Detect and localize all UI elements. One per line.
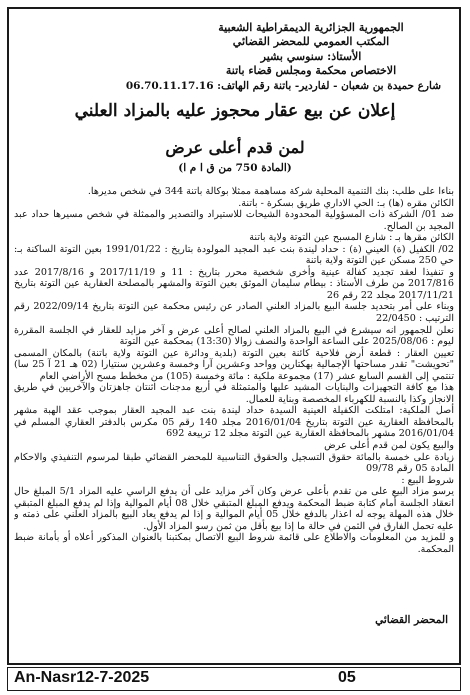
page-number: 05 bbox=[338, 669, 356, 686]
paragraph-debtor: ضد 01/ الشركة ذات المسؤولية المحدودة الشيحات للاستيراد والتصدير والممثلة في شخص مسيرها حداد عبد المجيد بن الصالح. bbox=[14, 209, 454, 232]
paragraph-property: تعيين العقار : قطعة أرض فلاحية كائنة بعين التوتة (بلدية ودائرة عين التوتة ولاية باتنة) بالمكان المسمى "تحويشت" تقدر مساحتها الإجمالية بهكتارين وواحد وعشرين آرا وخمسة وعشرين سنتيارا (02 هـ 21 آ 25 سا) تنتمي إلى القسم السابع عشر (17) مجموعة ملكية : مائة وخمسة (105) من مخطط مسح الأراضي العام bbox=[14, 347, 454, 382]
paragraph-conditions-heading: شروط البيع : bbox=[401, 474, 454, 486]
notice-body bbox=[14, 186, 454, 586]
paragraph-announcement: نعلن للجمهور انه سيشرع في البيع بالمزاد العلني لصالح أعلى عرض و آخر مزايد للعقار في الجلسة المقررة ليوم : 2025/08/06 على الساعة الواحدة والنصف زوالا (13:30) بمحكمة عين التوتة bbox=[14, 324, 454, 348]
paragraph-equipment: هذا مع كافة التجهيزات والبنايات المشيد عليها والمتمثلة في أربع مدجنات اثنتان جاهزتان والآخريين في طريق الانجاز وكذا بالنسبة للكهرباء المخصصة وبناية للعمال. bbox=[14, 382, 454, 405]
header-line-office: المكتب العمومي للمحضر القضائي bbox=[232, 35, 390, 49]
header-line-address: شارع حميدة بن شعبان - لفاردير- باتنة رقم الهاتف: 06.70.11.17.16 bbox=[125, 79, 441, 92]
paragraph-ownership: أصل الملكية: امتلكت الكفيلة العينية السيدة حداد ليندة بنت عبد المجيد العقار بموجب عقد الهبة مشهر بالمحافظة العقارية عين التوتة بتاريخ 2016/01/04 مجلد 140 رقم 05 مكرس بالدفتر العقاري المسلم في 2016/01/04 مشهر بالمحافظة العقارية عين التوتة مجلد 12 تربيعة 692 bbox=[14, 405, 454, 440]
paragraph-guarantor: 02/ الكفيل (ة) العيني (ة) : حداد ليندة بنت عبد المجيد المولودة بتاريخ : 1991/01/22 بعين التوتة الساكنة بـ: حي 250 مسكن عين التوتة ولاية باتنة bbox=[14, 243, 454, 267]
paragraph-requester: بناءا على طلب: بنك التنمية المحلية شركة مساهمة ممثلا بوكالة باتنة 344 في شخص مديرها. bbox=[87, 186, 454, 197]
header-line-republic: الجمهورية الجزائرية الديمقراطية الشعبية bbox=[218, 21, 404, 34]
paragraph-fees: زيادة على خمسة بالمائة حقوق التسجيل والحقوق التناسبية للمحضر القضائي طبقا لمرسوم التنفيذي والاحكام المادة 05 رقم 09/78 bbox=[14, 451, 454, 475]
publication-reference: An-Nasr12-7-2025 bbox=[14, 669, 150, 686]
paragraph-requester-address: الكائن مقره (ها) بـ: الحي الاداري طريق بسكرة - باتنة. bbox=[238, 197, 454, 209]
legal-article-reference: (المادة 750 من ق ا م ا) bbox=[178, 162, 292, 174]
paragraph-highest-bid: والبيع يكون لمن قدم أعلى عرض bbox=[324, 440, 454, 452]
paragraph-contact: و للمزيد من المعلومات والاطلاع على قائمة شروط البيع الاتصال بمكتبنا بالعنوان المذكور أعلاه أو بأمانة ضبط المحكمة. bbox=[14, 532, 454, 555]
paragraph-order: وبناء على أمر بتحديد جلسة البيع بالمزاد العلني الصادر عن رئيس محكمة عين التوتة بتاريخ 2022/09/14 رقم الترتيب : 22/0450 bbox=[14, 301, 454, 325]
page-footer bbox=[7, 667, 461, 691]
office-header bbox=[125, 21, 441, 93]
notice-title: إعلان عن بيع عقار محجوز عليه بالمزاد العلني bbox=[74, 101, 396, 121]
paragraph-debtor-address: الكائن مقرها بـ : شارع المسبح عين التوتة ولاية باتنة bbox=[249, 232, 454, 244]
header-line-jurisdiction: الاختصاص محكمة ومجلس قضاء باتنة bbox=[225, 64, 397, 78]
notice-subtitle: لمن قدم أعلى عرض bbox=[165, 138, 305, 157]
paragraph-conditions: يرسو مزاد البيع على من تقدم بأعلى عرض وكان آخر مزايد على أن يدفع الراسي عليه المزاد 5/1 المبلغ حال انعقاد الجلسة أمام كتابة ضبط المحكمة ويدفع المبلغ المتبقي خلال 08 أيام الموالية وإذا لم يدفع المبلغ المتبقي خلال هذه المهلة يوجه له اعذار بالدفع خلال 05 أيام الموالية و إذا لم يدفع يعاد البيع بالمزاد العلني على ذمته و عليه تحمل الفارق في الثمن في حالة ما إذا بيع بأقل من ثمن رسو المزاد الأول. bbox=[14, 486, 454, 532]
bailiff-signature: المحضر القضائي bbox=[375, 614, 448, 626]
paragraph-execution: و تنفيذا لعقد تجديد كفالة عينية وأخرى شخصية محرر بتاريخ : 11 و 2017/11/19 و 2017/8/16 عدد 2017/816 من طرف الأستاذ : بيطام سليمان الموثق بعين التوتة والمشهر بالمصلحة العقارية عين التوتة بتاريخ 2017/11/21 مجلد 22 رقم 26 bbox=[14, 266, 454, 301]
header-line-bailiff: الأستاذ: سنوسي بشير bbox=[260, 49, 362, 63]
